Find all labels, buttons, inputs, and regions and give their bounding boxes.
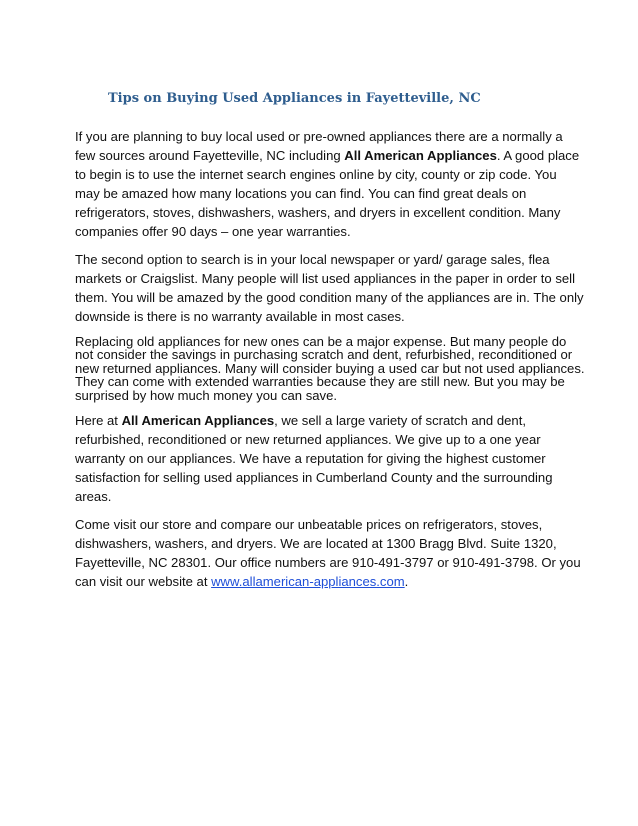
paragraph-line: refurbished, reconditioned or new returned appliances. We give up to a one year [75,432,541,448]
paragraph-line: to begin is to use the internet search engines online by city, county or zip code. You [75,167,557,182]
document-body [75,127,585,600]
text-run: few sources around Fayetteville, NC including [75,148,345,163]
paragraph-line: Come visit our store and compare our unbeatable prices on refrigerators, stoves, [75,517,543,533]
website-link[interactable]: www.allamerican-appliances.com [211,574,405,590]
paragraph-visit-store [75,515,581,591]
paragraph-line: If you are planning to buy local used or pre-owned appliances there are a normally a [75,129,563,144]
document-title: Tips on Buying Used Appliances in Fayetteville, NC [108,91,481,106]
company-name-bold: All American Appliances [121,413,275,429]
text-run: . [404,574,409,590]
paragraph-line [75,572,575,591]
paragraph-line: may be amazed how many locations you can find. You can find great deals on [75,186,527,201]
text-run: . A good place [496,148,580,163]
text-run: , we sell a large variety of scratch and dent, [274,413,526,429]
paragraph-line: satisfaction for selling used appliances in Cumberland County and the surrounding [75,470,553,486]
paragraph-line: companies offer 90 days – one year warranties. [75,224,351,239]
paragraph-line [75,411,575,430]
paragraph-line: The second option to search is in your local newspaper or yard/ garage sales, flea [75,252,550,267]
paragraph-line [75,146,580,165]
paragraph-second-option [75,250,584,326]
paragraph-line: not consider the savings in purchasing scratch and dent, refurbished, reconditioned or [75,347,573,363]
paragraph-line: They can come with extended warranties because they are still new. But you may be [75,374,565,390]
paragraph-line: them. You will be amazed by the good condition many of the appliances are in. The only [75,290,584,305]
paragraph-line: warranty on our appliances. We have a reputation for giving the highest customer [75,451,546,467]
paragraph-line: new returned appliances. Many will consider buying a used car but not used appliances. [75,360,585,376]
paragraph-line: areas. [75,489,112,505]
paragraph-line: Replacing old appliances for new ones can be a major expense. But many people do [75,334,567,349]
text-run: can visit our website at [75,574,212,590]
paragraph-line: surprised by how much money you can save. [75,387,338,403]
company-name-bold: All American Appliances [344,148,497,163]
paragraph-line: downside is there is no warranty available in most cases. [75,309,405,324]
paragraph-here-at [75,411,575,506]
paragraph-replacing [75,334,585,403]
paragraph-line: dishwashers, washers, and dryers. We are located at 1300 Bragg Blvd. Suite 1320, [75,536,557,552]
text-run: Here at [75,413,122,429]
paragraph-line: Fayetteville, NC 28301. Our office numbers are 910-491-3797 or 910-491-3798. Or you [75,555,581,571]
paragraph-line: markets or Craigslist. Many people will list used appliances in the paper in order to sell [75,271,575,286]
paragraph-line: refrigerators, stoves, dishwashers, washers, and dryers in excellent condition. Many [75,205,561,220]
paragraph-intro [75,127,580,241]
